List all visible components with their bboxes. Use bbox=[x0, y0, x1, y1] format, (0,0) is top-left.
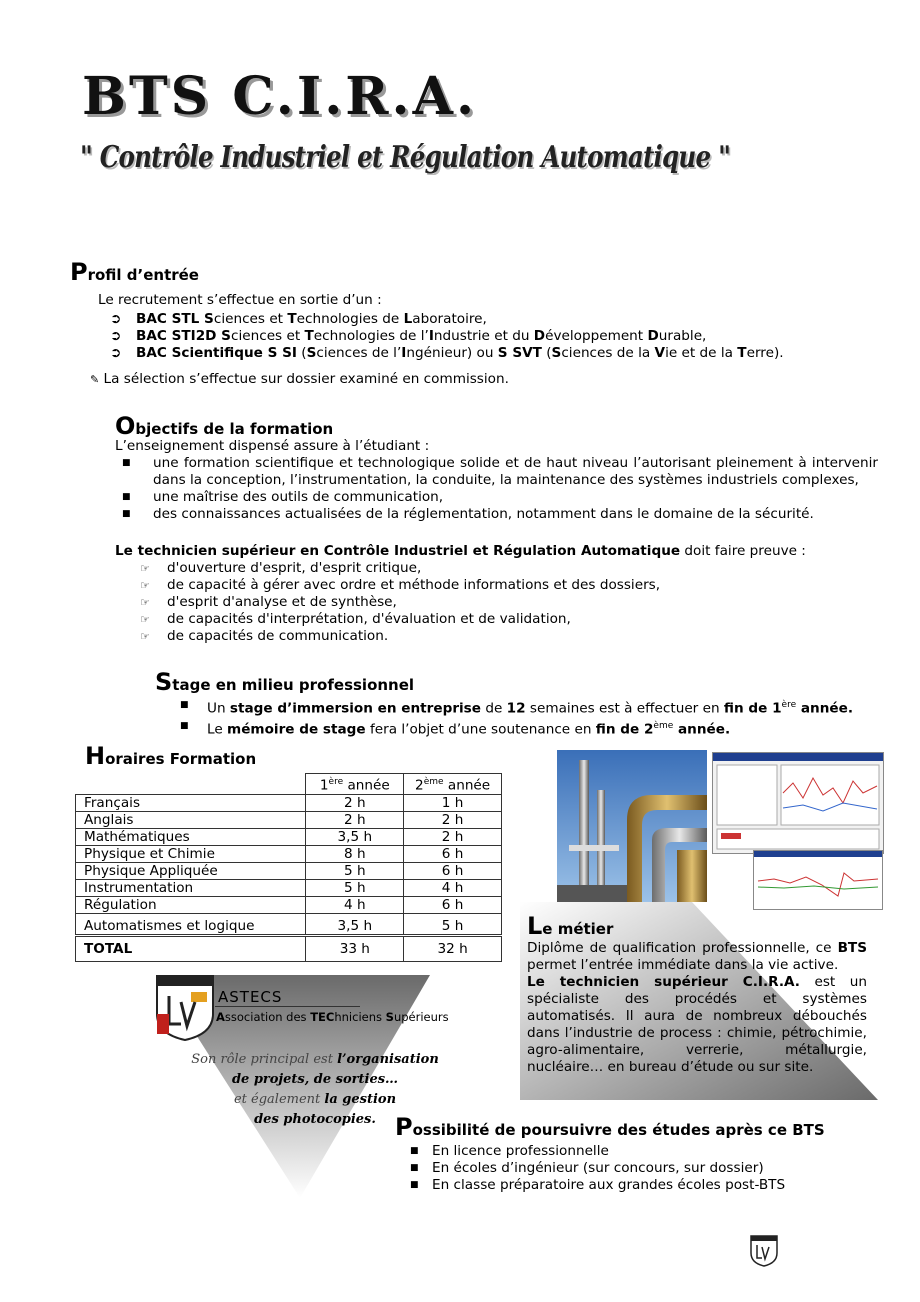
subject-cell: Automatismes et logique bbox=[76, 913, 306, 935]
subject-cell: Anglais bbox=[76, 811, 306, 828]
technicien-statement: Le technicien supérieur en Contrôle Industriel et Régulation Automatique doit faire preuve : bbox=[115, 543, 806, 559]
text-run: mémoire de stage bbox=[227, 721, 366, 738]
text-run: ciences et bbox=[230, 328, 305, 344]
text-run: T bbox=[287, 311, 297, 327]
text-run: ngénieur) ou bbox=[406, 345, 498, 361]
square-bullet-icon: ■ bbox=[122, 509, 131, 519]
text-run: D bbox=[533, 328, 546, 344]
astecs-fullname: Association des TEChniciens Supérieurs bbox=[216, 1010, 449, 1024]
text-run: 12 bbox=[506, 700, 526, 717]
year1-cell: 4 h bbox=[306, 896, 404, 913]
col-header-year1: 1ère année bbox=[306, 774, 404, 795]
list-item-text: de capacité à gérer avec ordre et méthode informations et des dossiers, bbox=[167, 577, 661, 593]
pointing-hand-icon: ☞ bbox=[140, 630, 150, 643]
subject-cell: Physique et Chimie bbox=[76, 845, 306, 862]
subject-cell: Instrumentation bbox=[76, 879, 306, 896]
list-item-text: d'ouverture d'esprit, d'esprit critique, bbox=[167, 560, 422, 576]
year2-cell: 6 h bbox=[404, 862, 502, 879]
subject-cell: Régulation bbox=[76, 896, 306, 913]
year2-cell: 2 h bbox=[404, 828, 502, 845]
objectifs-intro: L’enseignement dispensé assure à l’étudiant : bbox=[115, 438, 430, 454]
text-run: éveloppement bbox=[545, 328, 648, 344]
profil-selection: ✎ La sélection s’effectue sur dossier examiné en commission. bbox=[90, 371, 509, 387]
square-bullet-icon: ■ bbox=[180, 720, 189, 731]
subject-cell: Mathématiques bbox=[76, 828, 306, 845]
text-run: fin de 1 bbox=[723, 700, 782, 717]
text-run: fera l’objet d’une soutenance en bbox=[365, 721, 596, 738]
text-run: ( bbox=[541, 345, 552, 361]
text-run: T bbox=[304, 328, 314, 344]
text-run: de bbox=[481, 700, 507, 717]
text-run: ème bbox=[653, 720, 674, 731]
text-run: BAC STI2D S bbox=[136, 328, 231, 344]
year2-cell: 2 h bbox=[404, 811, 502, 828]
text-run: aboratoire, bbox=[412, 311, 487, 327]
year2-cell: 5 h bbox=[404, 913, 502, 935]
list-item-text: de capacités de communication. bbox=[167, 628, 389, 644]
list-item-text: une maîtrise des outils de communication, bbox=[153, 489, 444, 505]
profil-heading: Profil d’entrée bbox=[70, 258, 199, 286]
text-run: Le bbox=[207, 721, 228, 738]
text-run: S bbox=[306, 345, 317, 361]
astecs-name: ASTECS bbox=[218, 988, 283, 1006]
year2-cell: 1 h bbox=[404, 794, 502, 811]
square-bullet-icon: ■ bbox=[180, 700, 189, 710]
school-logo bbox=[155, 974, 215, 1042]
text-run: ndustrie et du bbox=[433, 328, 534, 344]
total-year2: 32 h bbox=[404, 935, 502, 961]
square-bullet-icon: ■ bbox=[122, 492, 131, 502]
square-bullet-icon: ■ bbox=[410, 1180, 419, 1190]
pointing-hand-icon: ☞ bbox=[140, 613, 150, 626]
list-item-text: En écoles d’ingénieur (sur concours, sur dossier) bbox=[432, 1160, 764, 1176]
total-label: TOTAL bbox=[76, 935, 306, 961]
text-run: L bbox=[403, 311, 413, 327]
list-item bbox=[410, 1143, 785, 1160]
text-run: ciences et bbox=[213, 311, 288, 327]
astecs-divider bbox=[215, 1006, 360, 1007]
square-bullet-icon: ■ bbox=[410, 1163, 419, 1173]
text-run: I bbox=[401, 345, 407, 361]
pointing-hand-icon: ☞ bbox=[140, 596, 150, 609]
list-item-text: des connaissances actualisées de la réglementation, notamment dans le domaine de la sécurité. bbox=[153, 506, 814, 522]
profil-intro: Le recrutement s’effectue en sortie d’un : bbox=[98, 292, 382, 308]
year2-cell: 6 h bbox=[404, 896, 502, 913]
text-run: Un bbox=[207, 700, 230, 717]
year1-cell: 2 h bbox=[306, 794, 404, 811]
year1-cell: 3,5 h bbox=[306, 913, 404, 935]
list-item-text: En classe préparatoire aux grandes écoles post-BTS bbox=[432, 1177, 786, 1193]
stage-heading: Stage en milieu professionnel bbox=[155, 668, 415, 696]
year1-cell: 5 h bbox=[306, 862, 404, 879]
total-year1: 33 h bbox=[306, 935, 404, 961]
pointing-hand-icon: ☞ bbox=[140, 579, 150, 592]
footer-logo bbox=[750, 1235, 778, 1267]
pencil-hand-icon: ✎ bbox=[90, 373, 100, 386]
horaires-heading: Horaires Formation bbox=[85, 742, 257, 770]
arrow-bullet-icon: ➲ bbox=[110, 345, 122, 361]
text-run: V bbox=[654, 345, 666, 361]
list-item-text: d'esprit d'analyse et de synthèse, bbox=[167, 594, 397, 610]
text-run: semaines est à effectuer en bbox=[525, 700, 724, 717]
text-run: ciences de la bbox=[561, 345, 655, 361]
text-run: echnologies de l’ bbox=[313, 328, 429, 344]
metier-text: Diplôme de qualification professionnelle, ce BTS permet l’entrée immédiate dans la vie active. Le technicien supérieur C.I.R.A. est un spécialiste des procédés et systèmes automatisés. Il aura de nombreux débouchés dans l’industrie de process : chimie, pétrochimie, agro-alimentaire, verrerie, métallurgie, nucléaire… en bureau d’étude ou sur site. bbox=[527, 940, 867, 1075]
arrow-bullet-icon: ➲ bbox=[110, 328, 122, 344]
year1-cell: 5 h bbox=[306, 879, 404, 896]
list-item bbox=[410, 1177, 785, 1194]
objectifs-heading: Objectifs de la formation bbox=[115, 412, 334, 440]
text-run: S bbox=[551, 345, 562, 361]
year2-cell: 4 h bbox=[404, 879, 502, 896]
list-item-text: une formation scientifique et technologique solide et de haut niveau l’autorisant pleinement à intervenir dans la conception, l’instrumentation, la conduite, la maintenance des systèmes industriels complexes, bbox=[153, 455, 878, 488]
text-run: année. bbox=[796, 700, 853, 717]
text-run: BAC Scientifique S SI bbox=[136, 345, 297, 361]
text-run: fin de 2 bbox=[595, 721, 654, 738]
poursuite-heading: Possibilité de poursuivre des études après ce BTS bbox=[395, 1113, 825, 1141]
list-item bbox=[410, 1160, 785, 1177]
text-run: urable, bbox=[658, 328, 707, 344]
year1-cell: 3,5 h bbox=[306, 828, 404, 845]
col-header-year2: 2ème année bbox=[404, 774, 502, 795]
text-run: ciences de l’ bbox=[316, 345, 402, 361]
square-bullet-icon: ■ bbox=[410, 1146, 419, 1156]
text-run: D bbox=[647, 328, 659, 344]
text-run: année. bbox=[673, 721, 731, 738]
text-run: stage d’immersion en entreprise bbox=[229, 700, 481, 717]
text-run: BAC STL S bbox=[136, 311, 214, 327]
year2-cell: 6 h bbox=[404, 845, 502, 862]
text-run: echnologies de bbox=[296, 311, 404, 327]
text-run: I bbox=[428, 328, 434, 344]
year1-cell: 2 h bbox=[306, 811, 404, 828]
page-title: BTS C.I.R.A. bbox=[82, 66, 478, 127]
arrow-bullet-icon: ➲ bbox=[110, 311, 122, 327]
text-run: ie et de la bbox=[665, 345, 738, 361]
metier-heading: Le métier bbox=[527, 912, 614, 940]
text-run: T bbox=[737, 345, 747, 361]
text-run: ère bbox=[781, 700, 797, 710]
pointing-hand-icon: ☞ bbox=[140, 562, 150, 575]
text-run: ( bbox=[296, 345, 307, 361]
text-run: erre). bbox=[746, 345, 784, 361]
list-item-text: En licence professionnelle bbox=[432, 1143, 609, 1159]
square-bullet-icon: ■ bbox=[122, 458, 131, 468]
astecs-role: Son rôle principal est l’organisation de projets, de sorties… et également la gestion des photocopies. bbox=[191, 1052, 439, 1127]
year1-cell: 8 h bbox=[306, 845, 404, 862]
poursuite-list bbox=[410, 1143, 785, 1194]
subject-cell: Français bbox=[76, 794, 306, 811]
text-run: S SVT bbox=[497, 345, 542, 361]
page-subtitle: " Contrôle Industriel et Régulation Automatique " bbox=[80, 140, 731, 175]
subject-cell: Physique Appliquée bbox=[76, 862, 306, 879]
list-item-text: de capacités d'interprétation, d'évaluation et de validation, bbox=[167, 611, 571, 627]
